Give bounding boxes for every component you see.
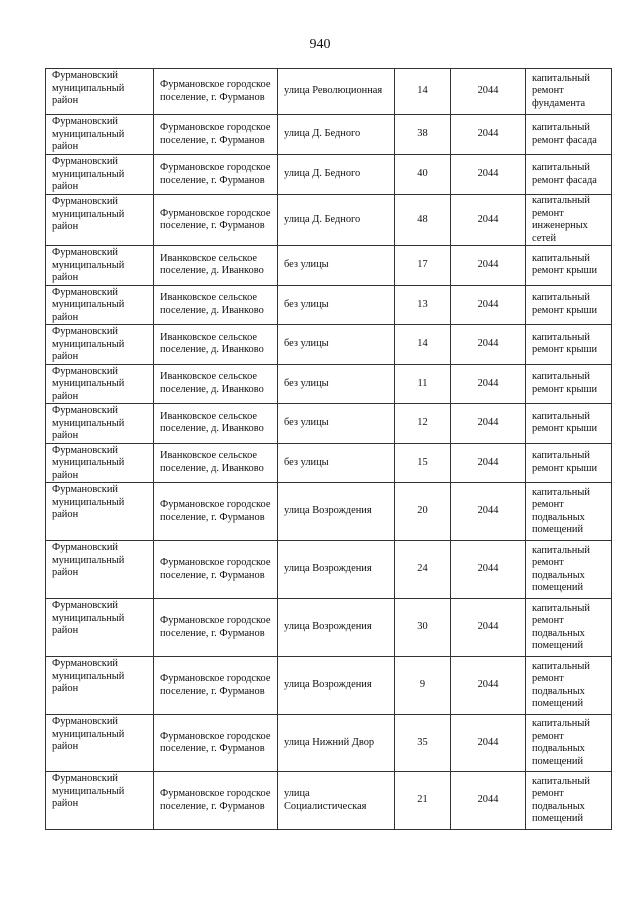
year-cell: 2044 — [451, 443, 526, 483]
street-cell: улица Революционная — [278, 69, 395, 115]
table-row — [46, 715, 612, 772]
year-cell: 2044 — [451, 657, 526, 715]
work-type-cell: капитальный ремонт подвальных помещений — [526, 715, 612, 772]
repair-schedule-table — [45, 68, 612, 830]
street-cell: улица Нижний Двор — [278, 715, 395, 772]
settlement-cell: Фурмановское городское поселение, г. Фурманов — [154, 599, 278, 657]
district-cell: Фурмановский муниципальный район — [46, 483, 154, 541]
house-number-cell: 14 — [395, 69, 451, 115]
table-row — [46, 541, 612, 599]
street-cell: улица Д. Бедного — [278, 115, 395, 155]
table-row — [46, 195, 612, 246]
house-number-cell: 48 — [395, 195, 451, 246]
work-type-cell: капитальный ремонт крыши — [526, 325, 612, 365]
house-number-cell: 13 — [395, 285, 451, 325]
table-row — [46, 285, 612, 325]
table-row — [46, 246, 612, 286]
street-cell: улица Д. Бедного — [278, 155, 395, 195]
house-number-cell: 14 — [395, 325, 451, 365]
street-cell: улица Возрождения — [278, 657, 395, 715]
street-cell: без улицы — [278, 404, 395, 444]
settlement-cell: Иванковское сельское поселение, д. Иванково — [154, 246, 278, 286]
street-cell: без улицы — [278, 325, 395, 365]
work-type-cell: капитальный ремонт крыши — [526, 404, 612, 444]
work-type-cell: капитальный ремонт подвальных помещений — [526, 657, 612, 715]
settlement-cell: Иванковское сельское поселение, д. Иванково — [154, 404, 278, 444]
street-cell: без улицы — [278, 246, 395, 286]
table-row — [46, 443, 612, 483]
street-cell: без улицы — [278, 364, 395, 404]
settlement-cell: Фурмановское городское поселение, г. Фурманов — [154, 657, 278, 715]
settlement-cell: Фурмановское городское поселение, г. Фурманов — [154, 483, 278, 541]
work-type-cell: капитальный ремонт фундамента — [526, 69, 612, 115]
house-number-cell: 24 — [395, 541, 451, 599]
year-cell: 2044 — [451, 483, 526, 541]
work-type-cell: капитальный ремонт крыши — [526, 364, 612, 404]
year-cell: 2044 — [451, 195, 526, 246]
district-cell: Фурмановский муниципальный район — [46, 69, 154, 115]
house-number-cell: 12 — [395, 404, 451, 444]
district-cell: Фурмановский муниципальный район — [46, 772, 154, 830]
year-cell: 2044 — [451, 115, 526, 155]
settlement-cell: Иванковское сельское поселение, д. Иванково — [154, 364, 278, 404]
table-row — [46, 364, 612, 404]
table-body — [46, 69, 612, 830]
year-cell: 2044 — [451, 285, 526, 325]
district-cell: Фурмановский муниципальный район — [46, 115, 154, 155]
district-cell: Фурмановский муниципальный район — [46, 443, 154, 483]
district-cell: Фурмановский муниципальный район — [46, 246, 154, 286]
house-number-cell: 40 — [395, 155, 451, 195]
work-type-cell: капитальный ремонт фасада — [526, 115, 612, 155]
house-number-cell: 21 — [395, 772, 451, 830]
district-cell: Фурмановский муниципальный район — [46, 404, 154, 444]
settlement-cell: Фурмановское городское поселение, г. Фурманов — [154, 69, 278, 115]
street-cell: улица Социалистическая — [278, 772, 395, 830]
year-cell: 2044 — [451, 404, 526, 444]
house-number-cell: 11 — [395, 364, 451, 404]
street-cell: улица Возрождения — [278, 483, 395, 541]
house-number-cell: 38 — [395, 115, 451, 155]
table-row — [46, 599, 612, 657]
house-number-cell: 17 — [395, 246, 451, 286]
house-number-cell: 20 — [395, 483, 451, 541]
year-cell: 2044 — [451, 772, 526, 830]
settlement-cell: Иванковское сельское поселение, д. Иванково — [154, 443, 278, 483]
district-cell: Фурмановский муниципальный район — [46, 195, 154, 246]
year-cell: 2044 — [451, 246, 526, 286]
street-cell: улица Возрождения — [278, 599, 395, 657]
year-cell: 2044 — [451, 155, 526, 195]
house-number-cell: 35 — [395, 715, 451, 772]
work-type-cell: капитальный ремонт инженерных сетей — [526, 195, 612, 246]
street-cell: улица Возрождения — [278, 541, 395, 599]
settlement-cell: Фурмановское городское поселение, г. Фурманов — [154, 715, 278, 772]
year-cell: 2044 — [451, 325, 526, 365]
district-cell: Фурмановский муниципальный район — [46, 155, 154, 195]
settlement-cell: Фурмановское городское поселение, г. Фурманов — [154, 541, 278, 599]
work-type-cell: капитальный ремонт подвальных помещений — [526, 541, 612, 599]
year-cell: 2044 — [451, 541, 526, 599]
table-row — [46, 404, 612, 444]
page-number: 940 — [309, 37, 331, 52]
district-cell: Фурмановский муниципальный район — [46, 541, 154, 599]
settlement-cell: Иванковское сельское поселение, д. Иванково — [154, 325, 278, 365]
district-cell: Фурмановский муниципальный район — [46, 325, 154, 365]
table-row — [46, 325, 612, 365]
street-cell: улица Д. Бедного — [278, 195, 395, 246]
district-cell: Фурмановский муниципальный район — [46, 599, 154, 657]
table-row — [46, 155, 612, 195]
year-cell: 2044 — [451, 69, 526, 115]
table-row — [46, 772, 612, 830]
house-number-cell: 15 — [395, 443, 451, 483]
work-type-cell: капитальный ремонт подвальных помещений — [526, 599, 612, 657]
work-type-cell: капитальный ремонт крыши — [526, 285, 612, 325]
table-row — [46, 483, 612, 541]
settlement-cell: Фурмановское городское поселение, г. Фурманов — [154, 155, 278, 195]
year-cell: 2044 — [451, 364, 526, 404]
work-type-cell: капитальный ремонт крыши — [526, 443, 612, 483]
street-cell: без улицы — [278, 443, 395, 483]
work-type-cell: капитальный ремонт подвальных помещений — [526, 483, 612, 541]
table-row — [46, 115, 612, 155]
district-cell: Фурмановский муниципальный район — [46, 715, 154, 772]
settlement-cell: Фурмановское городское поселение, г. Фурманов — [154, 772, 278, 830]
year-cell: 2044 — [451, 715, 526, 772]
table-row — [46, 69, 612, 115]
district-cell: Фурмановский муниципальный район — [46, 657, 154, 715]
district-cell: Фурмановский муниципальный район — [46, 364, 154, 404]
house-number-cell: 30 — [395, 599, 451, 657]
settlement-cell: Фурмановское городское поселение, г. Фурманов — [154, 195, 278, 246]
table-row — [46, 657, 612, 715]
year-cell: 2044 — [451, 599, 526, 657]
work-type-cell: капитальный ремонт подвальных помещений — [526, 772, 612, 830]
street-cell: без улицы — [278, 285, 395, 325]
district-cell: Фурмановский муниципальный район — [46, 285, 154, 325]
work-type-cell: капитальный ремонт фасада — [526, 155, 612, 195]
settlement-cell: Иванковское сельское поселение, д. Иванково — [154, 285, 278, 325]
settlement-cell: Фурмановское городское поселение, г. Фурманов — [154, 115, 278, 155]
house-number-cell: 9 — [395, 657, 451, 715]
work-type-cell: капитальный ремонт крыши — [526, 246, 612, 286]
